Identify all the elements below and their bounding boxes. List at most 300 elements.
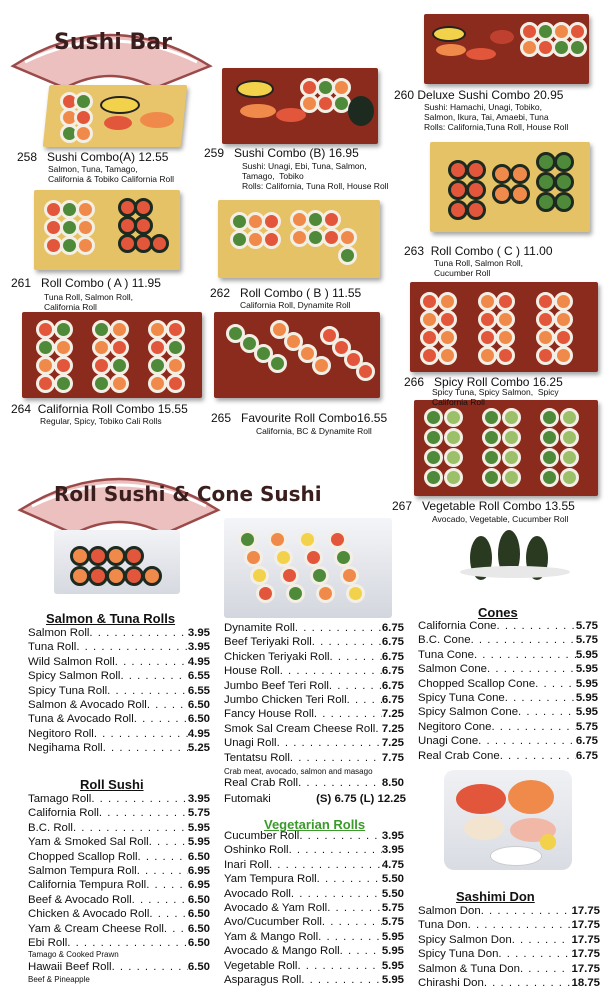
menu-item-name: Salmon Don	[418, 905, 481, 917]
sushi-piece	[110, 338, 129, 357]
sushi-piece	[236, 80, 274, 98]
sushi-piece	[262, 212, 281, 231]
menu-item-price: 7.25	[381, 722, 404, 735]
menu-item-price: 6.55	[187, 684, 210, 697]
sushi-piece	[240, 104, 276, 118]
menu-item-name: Spicy Tuna Don	[418, 948, 499, 961]
menu-item-note: Beef & Pineapple	[28, 974, 90, 984]
menu-item-price: 6.50	[187, 713, 210, 726]
menu-item-price: 3.95	[381, 830, 404, 842]
menu-item-price: 17.75	[571, 919, 600, 932]
menu-item-price: 4.75	[381, 858, 404, 871]
sushi-piece	[554, 346, 573, 365]
menu-item-row	[418, 962, 600, 976]
dot-leader	[138, 850, 188, 864]
sushi-piece	[466, 200, 486, 220]
menu-item-row	[418, 904, 600, 918]
dot-leader	[299, 829, 381, 843]
dot-leader	[94, 727, 188, 741]
roll-sushi-title: Roll Sushi & Cone Sushi	[54, 482, 322, 506]
dot-leader	[280, 664, 382, 678]
menu-item-note: Tamago & Cooked Prawn	[28, 950, 119, 960]
menu-item-price: 6.55	[187, 670, 210, 683]
menu-item-row	[224, 621, 404, 635]
sushi-piece	[420, 346, 439, 365]
dot-leader	[146, 878, 188, 892]
dot-leader	[120, 669, 187, 683]
menu-item-price: 6.75	[381, 694, 404, 707]
sushi-piece	[436, 44, 466, 56]
dot-leader	[99, 806, 188, 820]
sushi-piece	[444, 468, 463, 487]
menu-item-row	[224, 887, 404, 901]
dot-leader	[147, 698, 188, 712]
menu-item-row	[28, 878, 210, 892]
sushi-piece	[444, 428, 463, 447]
futomaki-price: (S) 6.75 (L) 12.25	[316, 793, 406, 805]
combo-266-desc: Spicy Tuna, Spicy Salmon, Spicy California Roll	[432, 387, 559, 407]
menu-item-name: Yam Tempura Roll	[224, 873, 317, 886]
dot-leader	[291, 887, 382, 901]
sushi-piece	[244, 548, 263, 567]
dot-leader	[269, 858, 382, 872]
dot-leader	[67, 936, 188, 950]
menu-item-row	[224, 707, 404, 721]
sushi-piece	[502, 448, 521, 467]
combo-259-desc: Sushi: Unagi, Ebi, Tuna, Salmon, Tamago, Tobiko Rolls: California, Tuna Roll, House Roll	[242, 161, 389, 191]
sushi-piece	[536, 346, 555, 365]
menu-item-name: B.C. Cone	[418, 634, 471, 647]
menu-item-row	[224, 901, 404, 915]
sushi-piece	[496, 310, 515, 329]
menu-item-row	[224, 930, 404, 944]
menu-item-name: Yam & Cream Cheese Roll	[28, 922, 164, 935]
vegetarian-heading: Vegetarian Rolls	[264, 817, 366, 832]
sushi-piece	[560, 448, 579, 467]
menu-item-price: 6.50	[187, 937, 210, 950]
sushi-piece	[166, 320, 185, 339]
sushi-piece	[338, 246, 357, 265]
menu-item-name: Chopped Scallop Cone	[418, 677, 536, 690]
sushi-piece	[482, 468, 501, 487]
sushi-piece	[70, 566, 90, 586]
sushi-piece	[540, 448, 559, 467]
menu-item-price: 5.75	[575, 634, 598, 647]
menu-item-name: Asparagus Roll	[224, 974, 302, 987]
menu-item-row	[224, 722, 404, 736]
menu-item-price: 6.75	[381, 679, 404, 692]
menu-item-name: House Roll	[224, 665, 280, 678]
menu-item-name: Yam & Smoked Sal Roll	[28, 836, 149, 849]
sushi-piece	[88, 546, 108, 566]
dot-leader	[89, 626, 187, 640]
menu-item-price: 5.95	[575, 692, 598, 705]
sushi-piece	[466, 180, 486, 200]
menu-item-row	[224, 872, 404, 886]
dot-leader	[329, 679, 382, 693]
dot-leader	[322, 915, 382, 929]
menu-item-price: 4.95	[187, 727, 210, 740]
menu-item-price: 5.95	[575, 706, 598, 719]
menu-item-price: 5.50	[381, 873, 404, 886]
roll-sushi-list	[28, 792, 210, 985]
menu-item-row	[28, 864, 210, 878]
menu-item-row	[418, 633, 598, 647]
menu-item-row	[28, 792, 210, 806]
combo-258-desc: Salmon, Tuna, Tamago, California & Tobiko California Roll	[48, 164, 174, 184]
sushi-piece	[74, 124, 93, 143]
menu-item-price: 5.95	[381, 930, 404, 943]
menu-item-name: Hawaii Beef Roll	[28, 961, 112, 974]
sushi-piece	[148, 320, 167, 339]
sushi-piece	[438, 346, 457, 365]
sashimi-don-heading: Sashimi Don	[456, 889, 535, 904]
menu-item-row	[418, 720, 598, 734]
menu-item-row	[28, 922, 210, 936]
dot-leader	[76, 640, 188, 654]
sushi-piece	[424, 408, 443, 427]
sushi-piece	[334, 548, 353, 567]
menu-item-name: Tuna Don	[418, 919, 468, 932]
sushi-piece	[438, 292, 457, 311]
menu-item-name: Oshinko Roll	[224, 844, 289, 857]
menu-item-name: California Tempura Roll	[28, 879, 147, 892]
sushi-piece	[492, 184, 512, 204]
sushi-piece	[262, 230, 281, 249]
menu-item-row	[28, 626, 210, 640]
sushi-piece	[36, 338, 55, 357]
dot-leader	[535, 677, 576, 691]
combo-267-title: 267 Vegetable Roll Combo 13.55	[392, 499, 575, 513]
sushi-piece	[76, 218, 95, 237]
combo-258-title: 258 Sushi Combo(A) 12.55	[17, 150, 169, 164]
menu-item-row	[224, 736, 404, 750]
combo-267-desc: Avocado, Vegetable, Cucumber Roll	[432, 514, 569, 524]
menu-item-price: 6.95	[187, 879, 210, 892]
menu-item-price: 7.25	[381, 737, 404, 750]
menu-item-row	[224, 915, 404, 929]
menu-item-name: California Roll	[28, 807, 99, 820]
sushi-piece	[424, 468, 443, 487]
sushi-piece	[70, 546, 90, 566]
dot-leader	[164, 922, 188, 936]
sushi-piece	[322, 210, 341, 229]
dot-leader	[295, 621, 382, 635]
sushi-piece	[268, 530, 287, 549]
menu-item-row	[418, 691, 598, 705]
specialty-roll-list	[224, 621, 404, 765]
sushi-piece	[536, 310, 555, 329]
dot-leader	[491, 720, 575, 734]
dot-leader	[505, 691, 576, 705]
menu-item-name: Beef & Avocado Roll	[28, 893, 132, 906]
sushi-piece	[256, 584, 275, 603]
dot-leader	[347, 693, 382, 707]
sushi-piece	[536, 292, 555, 311]
menu-item-name: Dynamite Roll	[224, 622, 295, 634]
menu-item-row	[28, 806, 210, 820]
menu-item-name: Vegetable Roll	[224, 959, 298, 972]
sushi-piece	[76, 200, 95, 219]
sushi-piece	[554, 192, 574, 212]
sushi-piece	[540, 468, 559, 487]
combo-260-title: 260 Deluxe Sushi Combo 20.95	[394, 88, 564, 102]
menu-item-price: 5.95	[575, 677, 598, 690]
sushi-piece	[536, 328, 555, 347]
menu-item-name: Negitoro Cone	[418, 720, 492, 733]
sushi-piece	[478, 346, 497, 365]
sushi-piece	[420, 328, 439, 347]
menu-item-row	[224, 858, 404, 872]
dot-leader	[132, 893, 188, 907]
sushi-piece	[54, 356, 73, 375]
menu-item-row	[224, 843, 404, 857]
menu-item-price: 7.25	[381, 708, 404, 721]
sushi-piece	[460, 566, 570, 578]
sushi-piece	[554, 172, 574, 192]
combo-263-desc: Tuna Roll, Salmon Roll, Cucumber Roll	[434, 258, 523, 278]
sushi-piece	[148, 356, 167, 375]
sushi-piece	[496, 346, 515, 365]
menu-item-name: Avocado & Yam Roll	[224, 902, 328, 915]
sushi-piece	[420, 310, 439, 329]
sushi-piece	[508, 780, 554, 814]
menu-item-row	[418, 933, 600, 947]
menu-item-row	[28, 698, 210, 712]
menu-item-price: 3.95	[187, 627, 210, 639]
cones-list	[418, 619, 598, 763]
sushi-piece	[124, 566, 144, 586]
sushi-piece	[444, 408, 463, 427]
menu-item-row	[224, 751, 404, 765]
menu-item-name: Chirashi Don	[418, 977, 484, 990]
dot-leader	[520, 962, 572, 976]
menu-item-price: 5.95	[575, 648, 598, 661]
sushi-piece	[54, 320, 73, 339]
menu-item-name: Yam & Mango Roll	[224, 930, 319, 943]
sushi-piece	[438, 328, 457, 347]
menu-item-name: Spicy Salmon Roll	[28, 670, 121, 683]
menu-item-row	[224, 959, 404, 973]
sushi-piece	[328, 530, 347, 549]
combo-260-desc: Sushi: Hamachi, Unagi, Tobiko, Salmon, Ikura, Tai, Amaebi, Tuna Rolls: California,Tuna Roll, House Roll	[424, 102, 569, 132]
menu-item-name: Salmon Cone	[418, 663, 488, 676]
sushi-piece	[540, 834, 556, 850]
dot-leader	[318, 930, 382, 944]
menu-item-row	[418, 918, 600, 932]
sushi-piece	[346, 584, 365, 603]
menu-item-row	[224, 693, 404, 707]
menu-item-name: B.C. Roll	[28, 821, 73, 834]
menu-item-row	[418, 705, 598, 719]
sushi-piece	[268, 354, 287, 373]
sushi-piece	[560, 468, 579, 487]
sushi-piece	[238, 530, 257, 549]
menu-item-name: Spicy Tuna Roll	[28, 684, 108, 697]
combo-265-desc: California, BC & Dynamite Roll	[256, 426, 372, 436]
dot-leader	[484, 976, 572, 990]
menu-item-name: Salmon Roll	[28, 627, 90, 639]
menu-item-price: 5.95	[381, 945, 404, 958]
menu-item-price: 6.50	[187, 922, 210, 935]
dot-leader	[474, 648, 576, 662]
menu-item-row	[224, 635, 404, 649]
menu-item-row	[28, 850, 210, 864]
menu-item-row	[28, 669, 210, 683]
menu-item-name: Tuna & Avocado Roll	[28, 713, 134, 726]
menu-item-price: 6.75	[575, 735, 598, 748]
sushi-piece	[432, 26, 466, 42]
combo-264-title: 264 California Roll Combo 15.55	[11, 402, 188, 416]
menu-item-price: 17.75	[571, 962, 600, 975]
sushi-piece	[492, 164, 512, 184]
menu-item-row	[28, 741, 210, 755]
menu-item-name: Jumbo Beef Teri Roll	[224, 679, 329, 692]
sushi-piece	[304, 548, 323, 567]
sushi-piece	[276, 108, 306, 122]
menu-item-name: Salmon & Tuna Don	[418, 962, 520, 975]
menu-item-price: 6.75	[381, 636, 404, 649]
dot-leader	[330, 650, 382, 664]
menu-item-name: Ebi Roll	[28, 937, 68, 950]
dot-leader	[500, 749, 576, 763]
sushi-piece	[510, 164, 530, 184]
sushi-piece	[554, 292, 573, 311]
dot-leader	[297, 959, 381, 973]
menu-item-name: Spicy Salmon Cone	[418, 706, 519, 719]
dot-leader	[112, 960, 188, 974]
menu-item-price: 3.95	[187, 641, 210, 654]
combo-265-title: 265 Favourite Roll Combo16.55	[211, 411, 388, 425]
menu-item-row	[28, 821, 210, 835]
menu-item-name: Tentatsu Roll	[224, 751, 290, 764]
menu-item-price: 6.50	[187, 699, 210, 712]
sushi-piece	[464, 816, 504, 840]
dot-leader	[327, 901, 382, 915]
sushi-piece	[424, 448, 443, 467]
menu-item-row	[28, 655, 210, 669]
menu-item-name: Unagi Cone	[418, 735, 479, 748]
dot-leader	[340, 944, 382, 958]
dot-leader	[103, 741, 188, 755]
sushi-piece	[250, 566, 269, 585]
sushi-piece	[490, 846, 542, 866]
sushi-piece	[560, 428, 579, 447]
real-crab-row	[224, 776, 404, 790]
menu-item-name: Jumbo Chicken Teri Roll	[224, 694, 347, 707]
dot-leader	[115, 655, 188, 669]
menu-item-name: Negihama Roll	[28, 742, 103, 755]
dot-leader	[512, 933, 572, 947]
sushi-piece	[502, 468, 521, 487]
menu-item-price: 4.95	[187, 655, 210, 668]
sushi-piece	[456, 784, 506, 814]
dot-leader	[290, 751, 382, 765]
menu-item-name: Smok Sal Cream Cheese Roll	[224, 722, 376, 735]
sushi-piece	[166, 374, 185, 393]
menu-item-row	[28, 893, 210, 907]
sushi-piece	[348, 96, 374, 126]
menu-item-row	[28, 684, 210, 698]
dot-leader	[518, 705, 576, 719]
dot-leader	[312, 635, 382, 649]
dot-leader	[478, 734, 576, 748]
sushi-piece	[554, 152, 574, 172]
menu-item-name: Real Crab Cone	[418, 749, 500, 762]
sushi-piece	[166, 338, 185, 357]
menu-item-price: 5.95	[381, 959, 404, 972]
menu-item-name: Spicy Salmon Don	[418, 933, 512, 946]
sushi-piece	[540, 428, 559, 447]
sushi-piece	[478, 328, 497, 347]
combo-263-title: 263 Roll Combo ( C ) 11.00	[404, 244, 553, 258]
sushi-piece	[92, 320, 111, 339]
real-crab-note: Crab meat, avocado, salmon and masago	[224, 767, 373, 776]
dot-leader	[314, 707, 382, 721]
dot-leader	[107, 684, 188, 698]
sushi-piece	[134, 216, 153, 235]
menu-item-row	[224, 973, 404, 987]
menu-item-price: 17.75	[571, 948, 600, 961]
menu-item-row	[224, 944, 404, 958]
sushi-piece	[510, 184, 530, 204]
menu-item-price: 17.75	[571, 933, 600, 946]
sushi-piece	[536, 192, 556, 212]
sushi-piece	[560, 408, 579, 427]
menu-item-row	[418, 947, 600, 961]
menu-item-price: 5.95	[187, 821, 210, 834]
sushi-piece	[106, 566, 126, 586]
combo-262-desc: California Roll, Dynamite Roll	[240, 300, 351, 310]
sushi-piece	[554, 328, 573, 347]
dot-leader	[91, 792, 188, 806]
sushi-piece	[448, 160, 468, 180]
dot-leader	[277, 736, 382, 750]
sushi-piece	[502, 428, 521, 447]
sushi-piece	[420, 292, 439, 311]
menu-item-name: Spicy Tuna Cone	[418, 692, 505, 705]
menu-item-price: 6.75	[381, 650, 404, 663]
combo-259-title: 259 Sushi Combo (B) 16.95	[204, 146, 359, 160]
sushi-piece	[134, 198, 153, 217]
roll-sushi-heading: Roll Sushi	[80, 777, 144, 792]
menu-item-row	[418, 619, 598, 633]
sushi-piece	[554, 310, 573, 329]
real-crab-price: 8.50	[381, 777, 404, 789]
menu-item-name: Negitoro Roll	[28, 727, 94, 740]
menu-item-name: Tamago Roll	[28, 793, 92, 805]
menu-item-row	[28, 727, 210, 741]
menu-item-name: Fancy House Roll	[224, 708, 314, 721]
menu-item-price: 3.95	[187, 793, 210, 805]
dot-leader	[149, 835, 188, 849]
sushi-piece	[490, 30, 514, 44]
sushi-piece	[444, 448, 463, 467]
menu-item-price: 3.95	[381, 844, 404, 857]
menu-item-price: 5.75	[381, 916, 404, 929]
sushi-piece	[448, 200, 468, 220]
sushi-piece	[36, 356, 55, 375]
menu-item-price: 6.50	[187, 893, 210, 906]
sushi-piece	[100, 96, 140, 114]
menu-item-row	[224, 664, 404, 678]
menu-item-row	[418, 662, 598, 676]
menu-item-name: Avo/Cucumber Roll	[224, 916, 322, 929]
sushi-piece	[92, 374, 111, 393]
sushi-piece	[568, 38, 587, 57]
real-crab-name: Real Crab Roll	[224, 777, 299, 789]
menu-item-row	[418, 648, 598, 662]
